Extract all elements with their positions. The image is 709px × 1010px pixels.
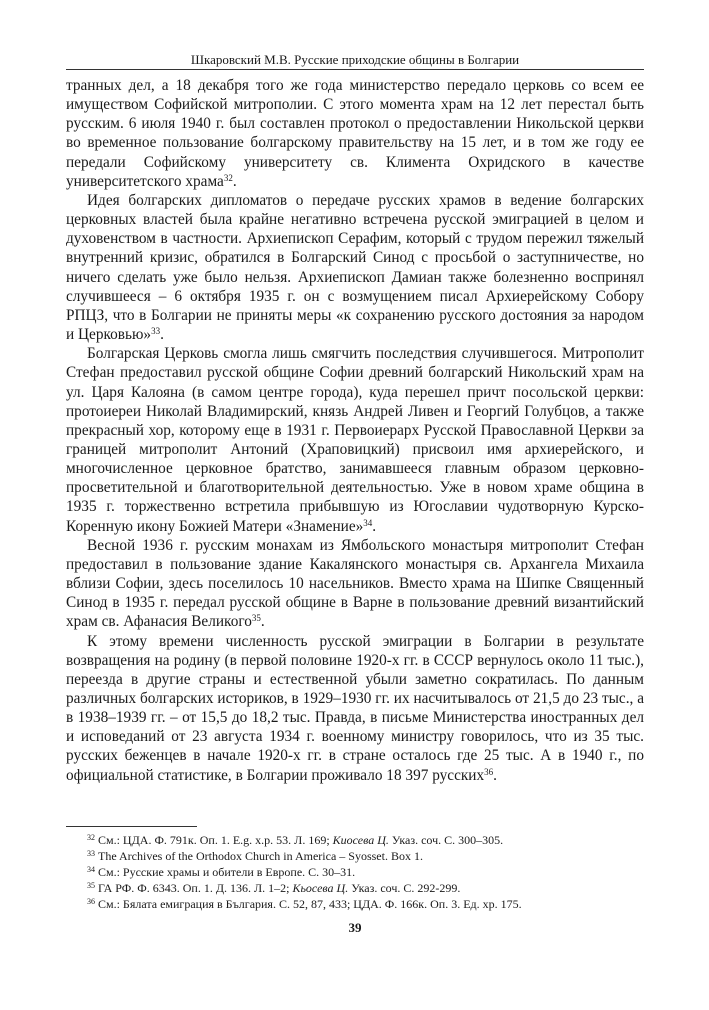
paragraph-4-text: Весной 1936 г. русским монахам из Ямбольского монастыря митрополит Стефан предоставил в пользование здание Какалянского монастыря св. Архангела Михаила вблизи Софии, здесь поселилось 10 насельников. Вместо храма на Шипке Священный Синод в 1935 г. передал русской общине в Варне в пользование древний византийский храм св. Афанасия Великого (66, 536, 644, 631)
footnote-ref-34[interactable]: 34 (363, 517, 373, 528)
paragraph-1-text: транных дел, а 18 декабря того же года министерство передало церковь со всем ее имуществом Софийской митрополии. С этого момента храм на 12 лет перестал быть русским. 6 июля 1940 г. был составлен протокол о предоставлении Никольской церкви во временное пользование болгарскому правительству на 15 лет, и в том же году ее передали Софийскому университету св. Климента Охридского в качестве университетского храма (66, 77, 644, 190)
running-header: Шкаровский М.В. Русские приходские общины в Болгарии (190, 52, 520, 67)
footnote-number: 36 (87, 897, 95, 906)
footnote-item (87, 864, 644, 880)
footnote-author: Кьосева Ц. (292, 881, 349, 895)
footnotes (87, 832, 644, 912)
page-number: 39 (348, 920, 362, 935)
paragraph-3-end: . (372, 517, 377, 535)
paragraph-2-end: . (160, 326, 164, 344)
paragraph-5 (66, 632, 644, 785)
footnote-text: The Archives of the Orthodox Church in America – Syosset. Box 1. (98, 849, 423, 863)
paragraph-2 (66, 191, 644, 344)
footnote-text-end: Указ. соч. С. 300–305. (388, 833, 504, 847)
footnote-item (87, 848, 644, 864)
paragraph-1 (66, 76, 644, 191)
footnote-text: См.: Русские храмы и обители в Европе. С. 30–31. (98, 865, 356, 879)
footnote-text-end: Указ. соч. С. 292-299. (348, 881, 461, 895)
footnote-item (87, 896, 644, 912)
footnote-text: См.: Бялата емиграция в България. С. 52, 87, 433; ЦДА. Ф. 166к. Оп. 3. Ед. хр. 175. (98, 897, 522, 911)
footnote-text: ГА РФ. Ф. 6343. Оп. 1. Д. 136. Л. 1–2; (98, 881, 293, 895)
footnote-ref-35[interactable]: 35 (251, 613, 261, 624)
main-text (66, 76, 644, 785)
footnote-number: 34 (87, 865, 95, 874)
paragraph-2-text: Идея болгарских дипломатов о передаче русских храмов в ведение болгарских церковных властей была крайне негативно встречена русской эмиграцией в целом и духовенством в частности. Архиепископ Серафим, который с трудом пережил тяжелый внутренний кризис, обратился в Болгарский Синод с просьбой о заступничестве, но ничего сделать уже было нельзя. Архиепископ Дамиан также болезненно воспринял случившееся – 6 октября 1935 г. он с возмущением писал Архиерейскому Собору РПЦЗ, что в Болгарии не приняты меры «к сохранению русского достояния за народом и Церковью» (66, 191, 644, 344)
footnote-ref-32[interactable]: 32 (223, 172, 233, 183)
header-rule (66, 69, 644, 70)
footnote-author: Киосева Ц. (332, 833, 389, 847)
paragraph-4-end: . (260, 613, 265, 631)
paragraph-3 (66, 344, 644, 536)
footnote-number: 32 (87, 833, 95, 842)
footnote-separator (66, 826, 197, 827)
footnote-number: 33 (87, 849, 95, 858)
footnote-number: 35 (87, 881, 95, 890)
paragraph-4 (66, 536, 644, 632)
footnote-ref-36[interactable]: 36 (484, 766, 494, 777)
paragraph-1-end: . (232, 172, 237, 190)
footnote-ref-33[interactable]: 33 (151, 326, 161, 337)
footnote-item (87, 832, 644, 848)
footnote-item (87, 880, 644, 896)
paragraph-3-text: Болгарская Церковь смогла лишь смягчить последствия случившегося. Митрополит Стефан предоставил русской общине Софии древний болгарский Никольский храм на ул. Царя Калояна (в самом центре города), куда перешел причт посольской церкви: протоиереи Николай Владимирский, князь Андрей Ливен и Георгий Голубцов, а также прекрасный хор, которому еще в 1931 г. Первоиерарх Русской Православной Церкви за границей митрополит Антоний (Храповицкий) присвоил имя архиерейского, и многочисленное церковное братство, занимавшееся главным образом церковно-просветительной и благотворительной деятельностью. Уже в новом храме община в 1935 г. торжественно встретила прибывшую из Югославии чудотворную Курско-Коренную икону Божией Матери «Знамение» (66, 345, 644, 535)
footnote-text: См.: ЦДА. Ф. 791к. Оп. 1. Е.g. х.р. 53. Л. 169; (98, 833, 333, 847)
paragraph-5-text: К этому времени численность русской эмиграции в Болгарии в результате возвращения на родину (в первой половине 1920-х гг. в СССР вернулось около 11 тыс.), переезда в другие страны и естественной убыли заметно сократилась. По данным различных болгарских историков, в 1929–1930 гг. их насчитывалось от 21,5 до 23 тыс., а в 1938–1939 гг. – от 15,5 до 18,2 тыс. Правда, в письме Министерства иностранных дел и исповеданий от 23 августа 1934 г. военному министру говорилось, что из 35 тыс. русских беженцев в начале 1920-х гг. в стране осталось где 25 тыс. А в 1940 г., по официальной статистике, в Болгарии проживало 18 397 русских (66, 632, 644, 784)
paragraph-5-end: . (493, 766, 497, 784)
